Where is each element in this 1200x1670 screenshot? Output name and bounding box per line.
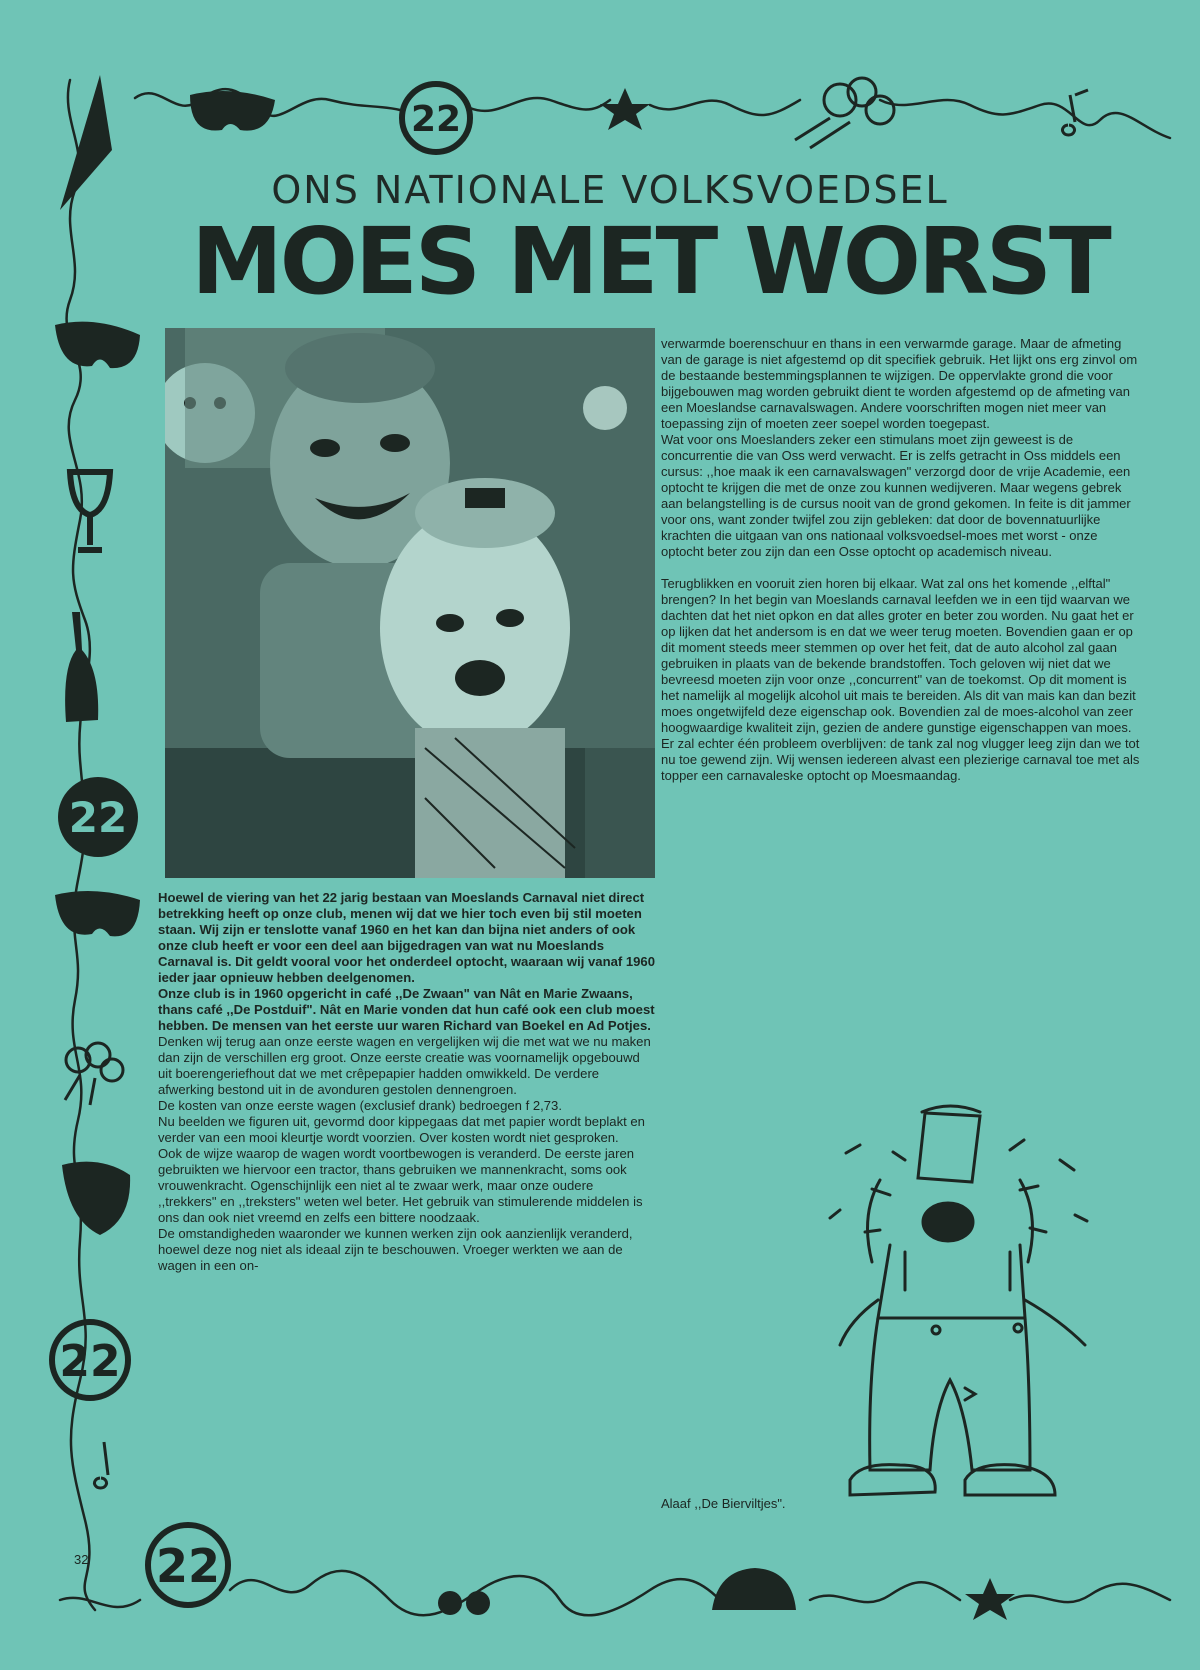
body-paragraph: verwarmde boerenschuur en thans in een verwarmde garage. Maar de afmeting van de garage is niet afgestemd op dit specifiek gebruik. Het lijkt ons erg zinvol om de bestaande bestemmingsplannen te wijzigen. De oppervlakte grond die voor bijgebouwen mag worden gebruikt dient te worden afgestemd op de afmeting van een Moeslandse carnavalswagen. Andere voorschriften mogen niet meer van toepassing zijn of moeten zeer soepel worden toegepast.	[661, 336, 1138, 431]
article-subtitle: ONS NATIONALE VOLKSVOEDSEL	[271, 168, 949, 212]
body-paragraph: Wat voor ons Moeslanders zeker een stimulans moet zijn geweest is de concurrentie die van Oss werd verwacht. Er is zelfs getracht in Oss middels een cursus: ,,hoe maak ik een carnavalswagen" verzorgd door de vrije Academie, een optocht te krijgen die met de onze zou kunnen wedijveren. Maar wegens gebrek aan belangstelling is de cursus nooit van de grond gekomen. In feite is dit jammer voor ons, want zonder twijfel zou zijn gebleken: dat door de bovennatuurlijke krachten die uitgaan van ons nationaal volksvoedsel-moes met worst - onze optocht beter zou zijn dan een Osse optocht op academisch niveau.	[661, 432, 1131, 559]
music-note-icon	[1063, 90, 1088, 135]
badge-22-side-label: 22	[59, 1336, 121, 1387]
carnival-float-photo	[165, 328, 655, 878]
body-paragraph: Ook de wijze waarop de wagen wordt voortbewogen is veranderd. De eerste jaren gebruikten we hiervoor een tractor, thans gebruiken we mannenkracht, soms ook vrouwenkracht. Ogenschijnlijk een niet al te zwaar werk, maar onze oudere ,,trekkers" en ,,treksters" weten wel beter. Het gebruik van stimulerende middelen is ons dan ook niet vreemd en zelfs een bittere noodzaak.	[158, 1146, 643, 1225]
body-paragraph: Terugblikken en vooruit zien horen bij elkaar. Wat zal ons het komende ,,elftal" brengen? In het begin van Moeslands carnaval leefden we in een tijd waarvan we dachten dat het niet opkon en dat alles groter en beter zou worden. Nu gaat het er op lijken dat het andersom is en dat we weer terug moeten. Bovendien gaan er op dit moment steeds meer stemmen op over het feit, dat de auto alcohol zal gaan gebruiken in plaats van de bekende brandstoffen. Toch geloven wij niet dat we bevreesd moeten zijn voor onze ,,concurrent" van de toekomst. Op dit moment is het namelijk al mogelijk alcohol uit mais te bereiden. Als dit van mais kan dan bezit moes ongetwijfeld deze eigenschap ook. Bovendien zal de moes-alcohol van zeer hoogwaardige kwaliteit zijn, gezien de andere gunstige eigenschappen van moes. Er zal echter één probleem overblijven: de tank zal nog vlugger leeg zijn dan we tot nu toe gewend zijn. Wij wensen iedereen alvast een plezierige carnaval toe met als topper een carnavaleske optocht op Moesmaandag.	[661, 576, 1140, 783]
article-title: MOES MET WORST	[191, 208, 1109, 315]
clown-illustration	[830, 1106, 1087, 1495]
signature: Alaaf ,,De Bierviltjes".	[661, 1496, 786, 1511]
mask-icon	[62, 1162, 130, 1235]
glasses-icon	[438, 1591, 462, 1615]
star-icon	[965, 1578, 1015, 1620]
badge-22-top-label: 22	[410, 99, 462, 140]
badge-22-side-label: 22	[68, 793, 128, 842]
badge-22-bottom-label: 22	[155, 1539, 221, 1593]
body-paragraph: De omstandigheden waaronder we kunnen werken zijn ook aanzienlijk veranderd, hoewel deze nog niet als ideaal zijn te beschouwen. Vroeger werkten we aan de wagen in een on-	[158, 1226, 633, 1273]
club-history-paragraph: Onze club is in 1960 opgericht in café ,,De Zwaan" van Nât en Marie Zwaans, thans café ,,De Postduif". Nât en Marie vonden dat hun café ook een club moest hebben. De mensen van het eerste uur waren Richard van Boekel en Ad Potjes.	[158, 986, 655, 1033]
music-note-icon	[95, 1442, 108, 1488]
mask-icon	[190, 91, 275, 131]
right-column	[661, 336, 1141, 784]
body-paragraph: Nu beelden we figuren uit, gevormd door kippegaas dat met papier wordt beplakt en verder van een mooi kleurtje wordt voorzien. Over kosten wordt niet gesproken.	[158, 1114, 645, 1145]
mask-icon	[55, 891, 140, 936]
page-number: 32	[74, 1552, 89, 1567]
bowler-hat-icon	[712, 1568, 796, 1610]
intro-paragraph: Hoewel de viering van het 22 jarig bestaan van Moeslands Carnaval niet direct betrekking heeft op onze club, menen wij dat we hier toch even bij stil moeten staan. Wij zijn er tenslotte vanaf 1960 en het kan dan bijna niet anders of ook onze club heeft er voor een deel aan bijgedragen van wat nu Moeslands Carnaval is. Dit geldt vooral voor het onderdeel optocht, waaraan wij vanaf 1960 ieder jaar opnieuw hebben deelgenomen.	[158, 890, 655, 985]
body-paragraph: Denken wij terug aan onze eerste wagen en vergelijken wij die met wat we nu maken dan zijn de verschillen erg groot. Onze eerste creatie was voornamelijk opgebouwd uit boerengeriefhout dat we met crêpepapier hadden omwikkeld. De verdere afwerking bestond uit in de avonduren gestolen dennengroen.	[158, 1034, 651, 1097]
star-icon	[600, 88, 650, 130]
flower-bouquet-icon	[65, 1043, 123, 1105]
left-column	[158, 890, 655, 1274]
body-paragraph: De kosten van onze eerste wagen (exclusief drank) bedroegen f 2,73.	[158, 1098, 562, 1113]
mask-icon	[55, 322, 140, 368]
flower-bouquet-icon	[795, 78, 894, 148]
bottle-icon	[65, 612, 98, 722]
